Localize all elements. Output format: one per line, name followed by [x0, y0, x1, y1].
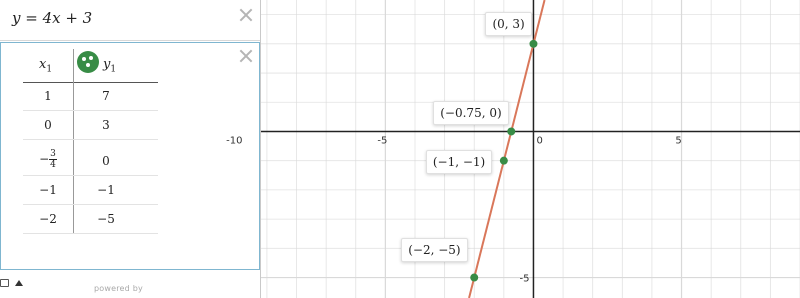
- graph-canvas[interactable]: [226, 0, 800, 298]
- expression-row[interactable]: [0, 0, 260, 41]
- table-header-divider: [23, 82, 158, 83]
- powered-by-text: powered by: [94, 284, 143, 293]
- table-row-divider: [23, 204, 158, 205]
- table-column-divider: [73, 49, 74, 234]
- graph-point[interactable]: [470, 274, 478, 282]
- table-cell-x[interactable]: 0: [44, 118, 52, 132]
- y-tick-label: -5: [519, 273, 530, 285]
- x-tick-label: 5: [675, 135, 682, 147]
- expression-text[interactable]: y = 4x + 3: [12, 9, 93, 27]
- graph-svg[interactable]: [226, 0, 800, 298]
- x-tick-label: 0: [536, 135, 543, 147]
- table-row-divider: [23, 110, 158, 111]
- graph-point[interactable]: [529, 40, 537, 48]
- table-row-divider: [23, 233, 158, 234]
- table-cell-x[interactable]: −1: [39, 183, 57, 197]
- table-cell-y[interactable]: 3: [102, 118, 110, 132]
- table-cell-y[interactable]: −1: [97, 183, 115, 197]
- point-style-icon[interactable]: [77, 51, 99, 73]
- table-row-divider: [23, 175, 158, 176]
- table-cell-x[interactable]: −2: [39, 212, 57, 226]
- table-cell-y[interactable]: 0: [102, 154, 110, 168]
- panel-footer: [0, 270, 260, 298]
- graph-point[interactable]: [500, 157, 508, 165]
- table-header-x[interactable]: $x_1$: [39, 57, 53, 75]
- point-label[interactable]: (−1, −1): [426, 150, 492, 174]
- graph-point[interactable]: [507, 127, 515, 135]
- point-label[interactable]: (−0.75, 0): [433, 101, 508, 125]
- keyboard-icon[interactable]: [0, 279, 9, 287]
- expression-panel: [0, 0, 261, 298]
- table-cell-x[interactable]: 1: [44, 89, 52, 103]
- table-cell-y[interactable]: 7: [102, 89, 110, 103]
- point-label[interactable]: (0, 3): [485, 12, 531, 36]
- table-cell-y[interactable]: −5: [97, 212, 115, 226]
- x-tick-label: -10: [226, 135, 243, 147]
- delete-expression-close-icon[interactable]: [238, 7, 254, 23]
- table-row-divider: [23, 139, 158, 140]
- table-cell-x-fraction[interactable]: − $\frac{3}{4}$: [39, 149, 56, 170]
- table-row-container[interactable]: [0, 42, 260, 270]
- x-tick-label: -5: [377, 135, 388, 147]
- table-header-y[interactable]: $y_1$: [103, 57, 117, 75]
- caret-up-icon[interactable]: [15, 280, 23, 286]
- delete-table-close-icon[interactable]: [238, 48, 254, 64]
- point-label[interactable]: (−2, −5): [401, 238, 467, 262]
